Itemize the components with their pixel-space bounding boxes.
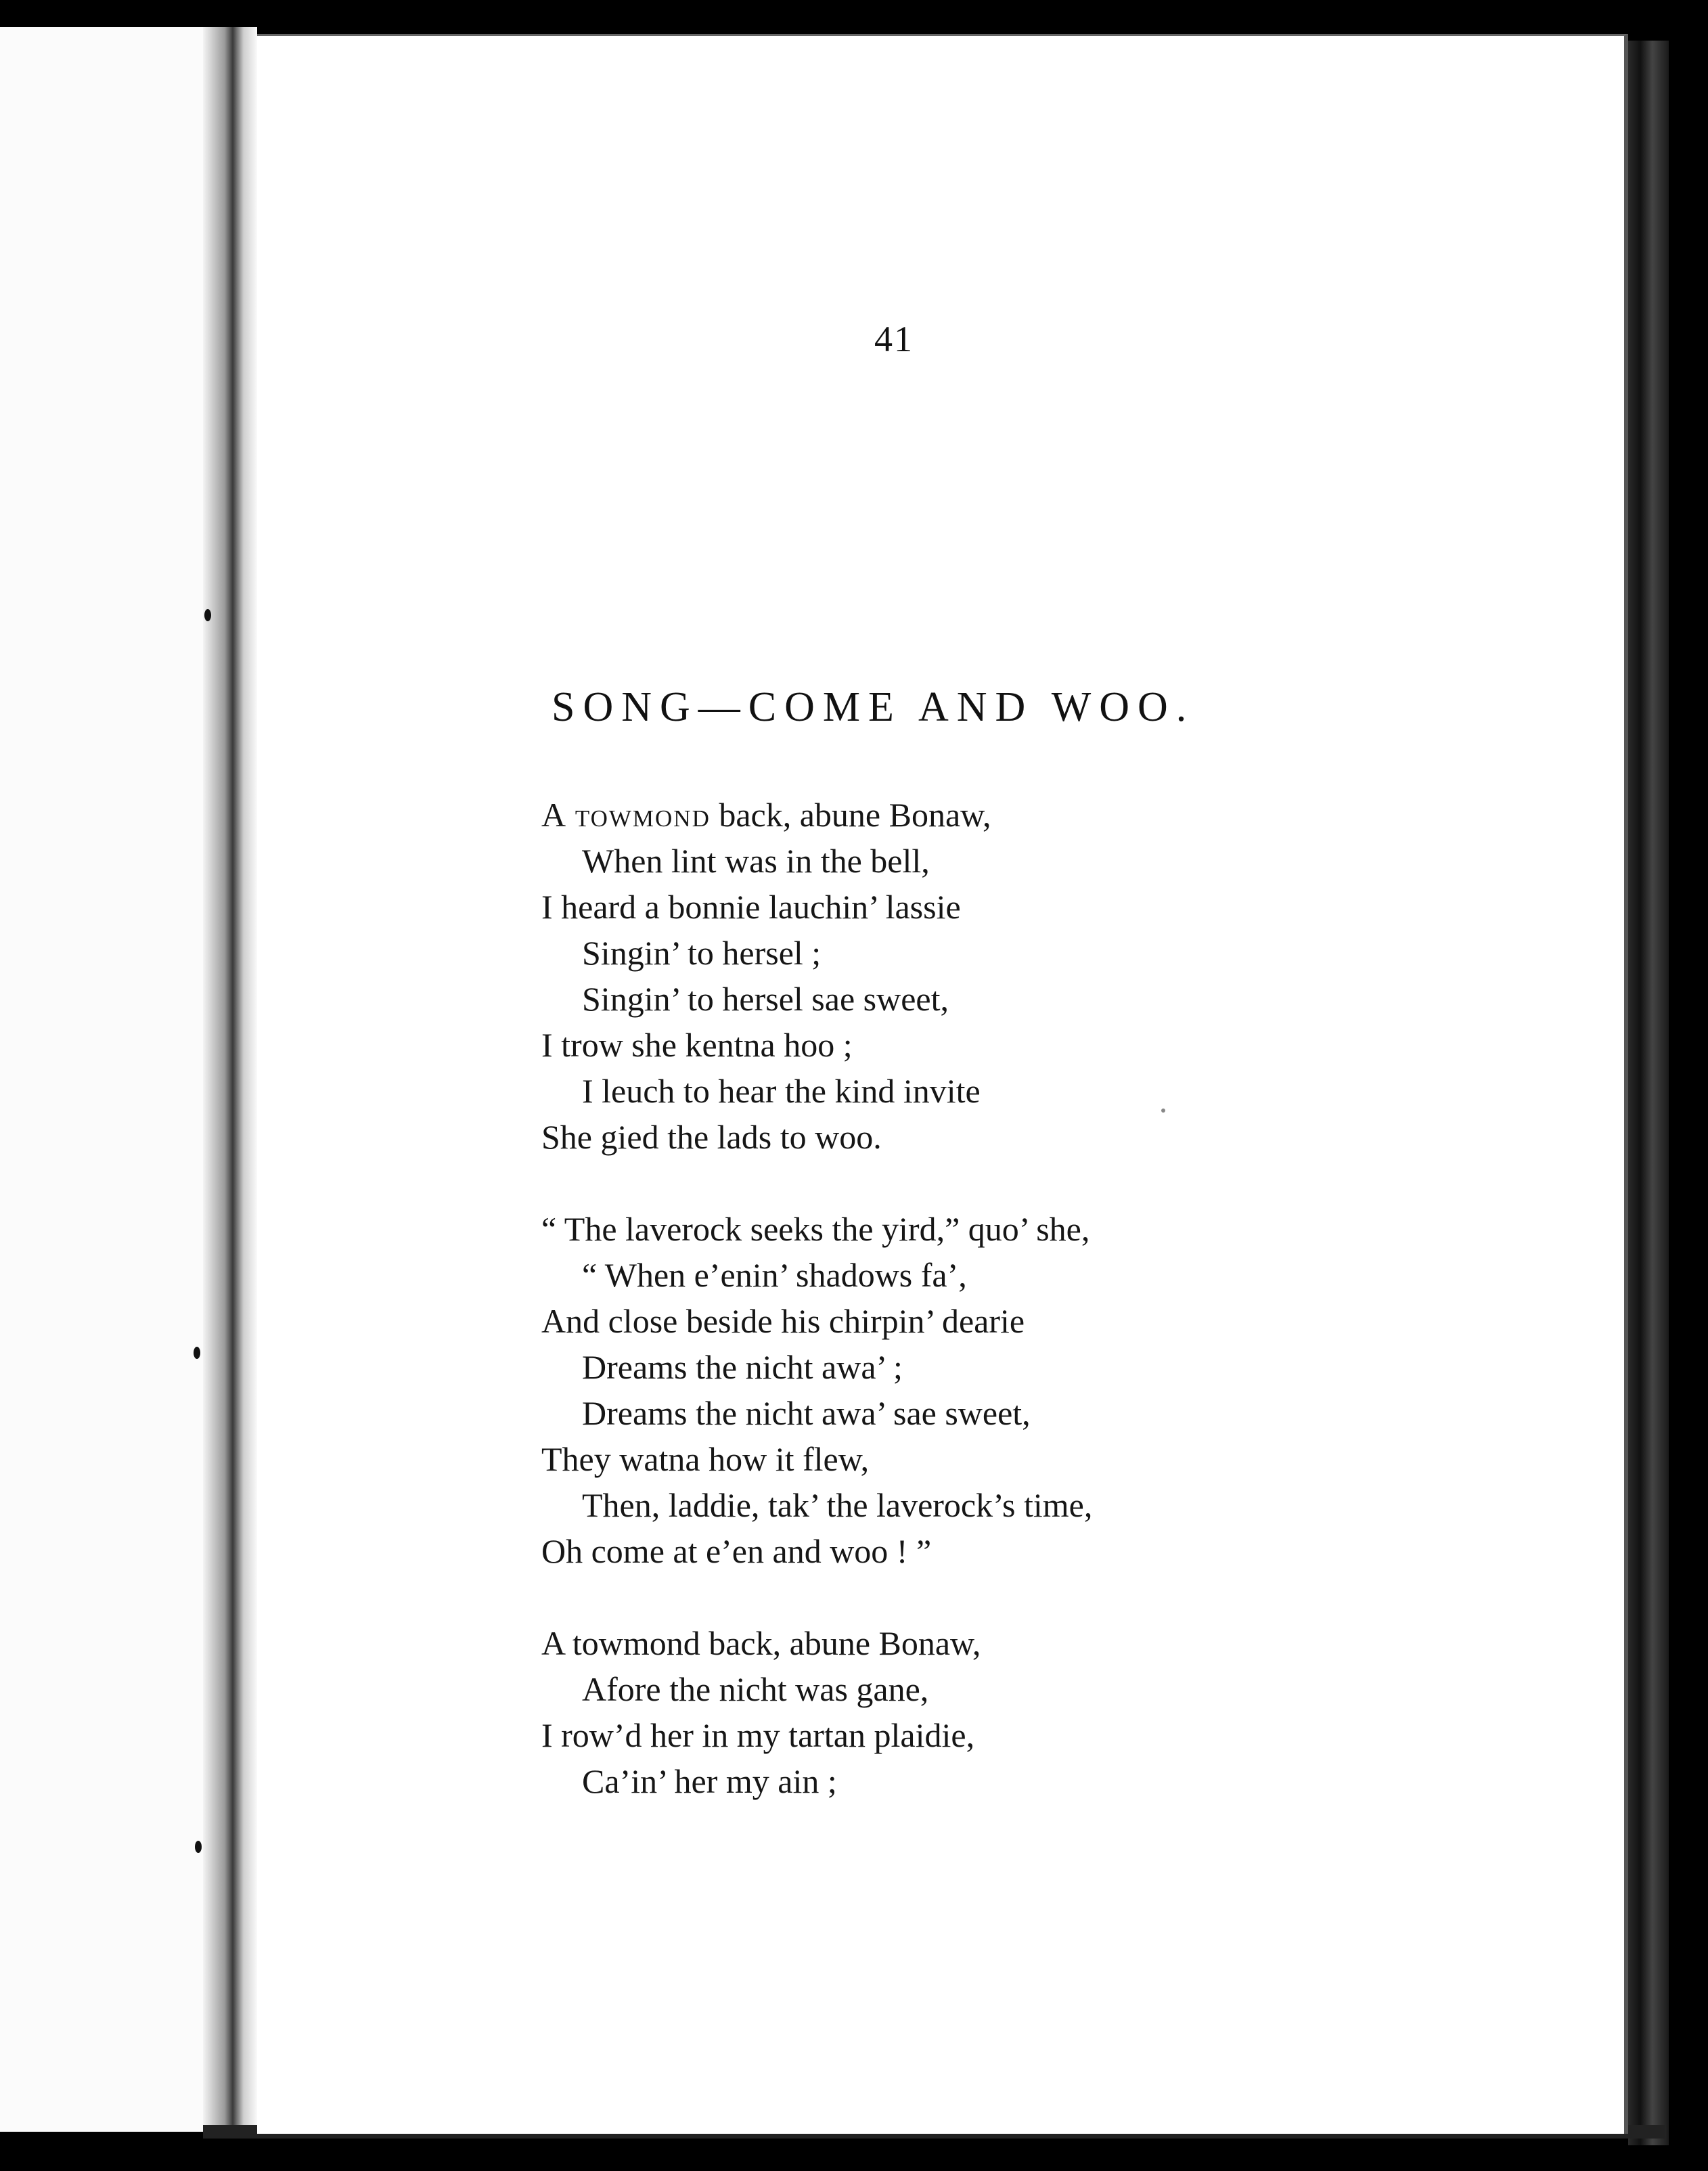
book-gutter: [203, 27, 257, 2132]
poem-line: They watna how it flew,: [541, 1440, 870, 1478]
line-text: back, abune Bonaw,: [710, 796, 991, 834]
poem-line: Oh come at e’en and woo ! ”: [541, 1532, 932, 1570]
poem-line: Singin’ to hersel ;: [582, 934, 822, 972]
poem-line: [541, 792, 1353, 838]
stanza: [541, 1620, 1353, 1804]
page-number: 41: [874, 319, 914, 359]
poem-line: Ca’in’ her my ain ;: [582, 1762, 837, 1800]
poem-line: I leuch to hear the kind invite: [582, 1072, 981, 1110]
poem-line: Then, laddie, tak’ the laverock’s time,: [582, 1486, 1093, 1524]
poem-line: I trow she kentna hoo ;: [541, 1026, 853, 1064]
stanza: [541, 792, 1353, 1160]
poem-title: SONG—COME AND WOO.: [552, 684, 1195, 730]
binding-mark: [204, 609, 211, 621]
poem-line: I row’d her in my tartan plaidie,: [541, 1716, 975, 1754]
poem-line: “ When e’enin’ shadows fa’,: [582, 1256, 967, 1294]
facing-page: [0, 27, 230, 2132]
opening-small-caps: A towmond: [541, 796, 711, 834]
poem-line: Afore the nicht was gane,: [582, 1670, 929, 1708]
stanza: [541, 1206, 1353, 1574]
poem-line: Singin’ to hersel sae sweet,: [582, 980, 949, 1018]
poem-line: And close beside his chirpin’ dearie: [541, 1302, 1025, 1340]
binding-mark: [195, 1841, 202, 1853]
book-edge: [1628, 41, 1669, 2145]
binding-mark: [194, 1347, 200, 1359]
poem-line: A towmond back, abune Bonaw,: [541, 1624, 981, 1662]
poem-line: Dreams the nicht awa’ ;: [582, 1348, 903, 1386]
poem-line: When lint was in the bell,: [582, 842, 930, 880]
poem-line: “ The laverock seeks the yird,” quo’ she,: [541, 1210, 1090, 1248]
poem-line: Dreams the nicht awa’ sae sweet,: [582, 1394, 1031, 1432]
poem-line: I heard a bonnie lauchin’ lassie: [541, 888, 961, 926]
poem-line: She gied the lads to woo.: [541, 1118, 882, 1156]
poem-body: [541, 792, 1353, 1850]
